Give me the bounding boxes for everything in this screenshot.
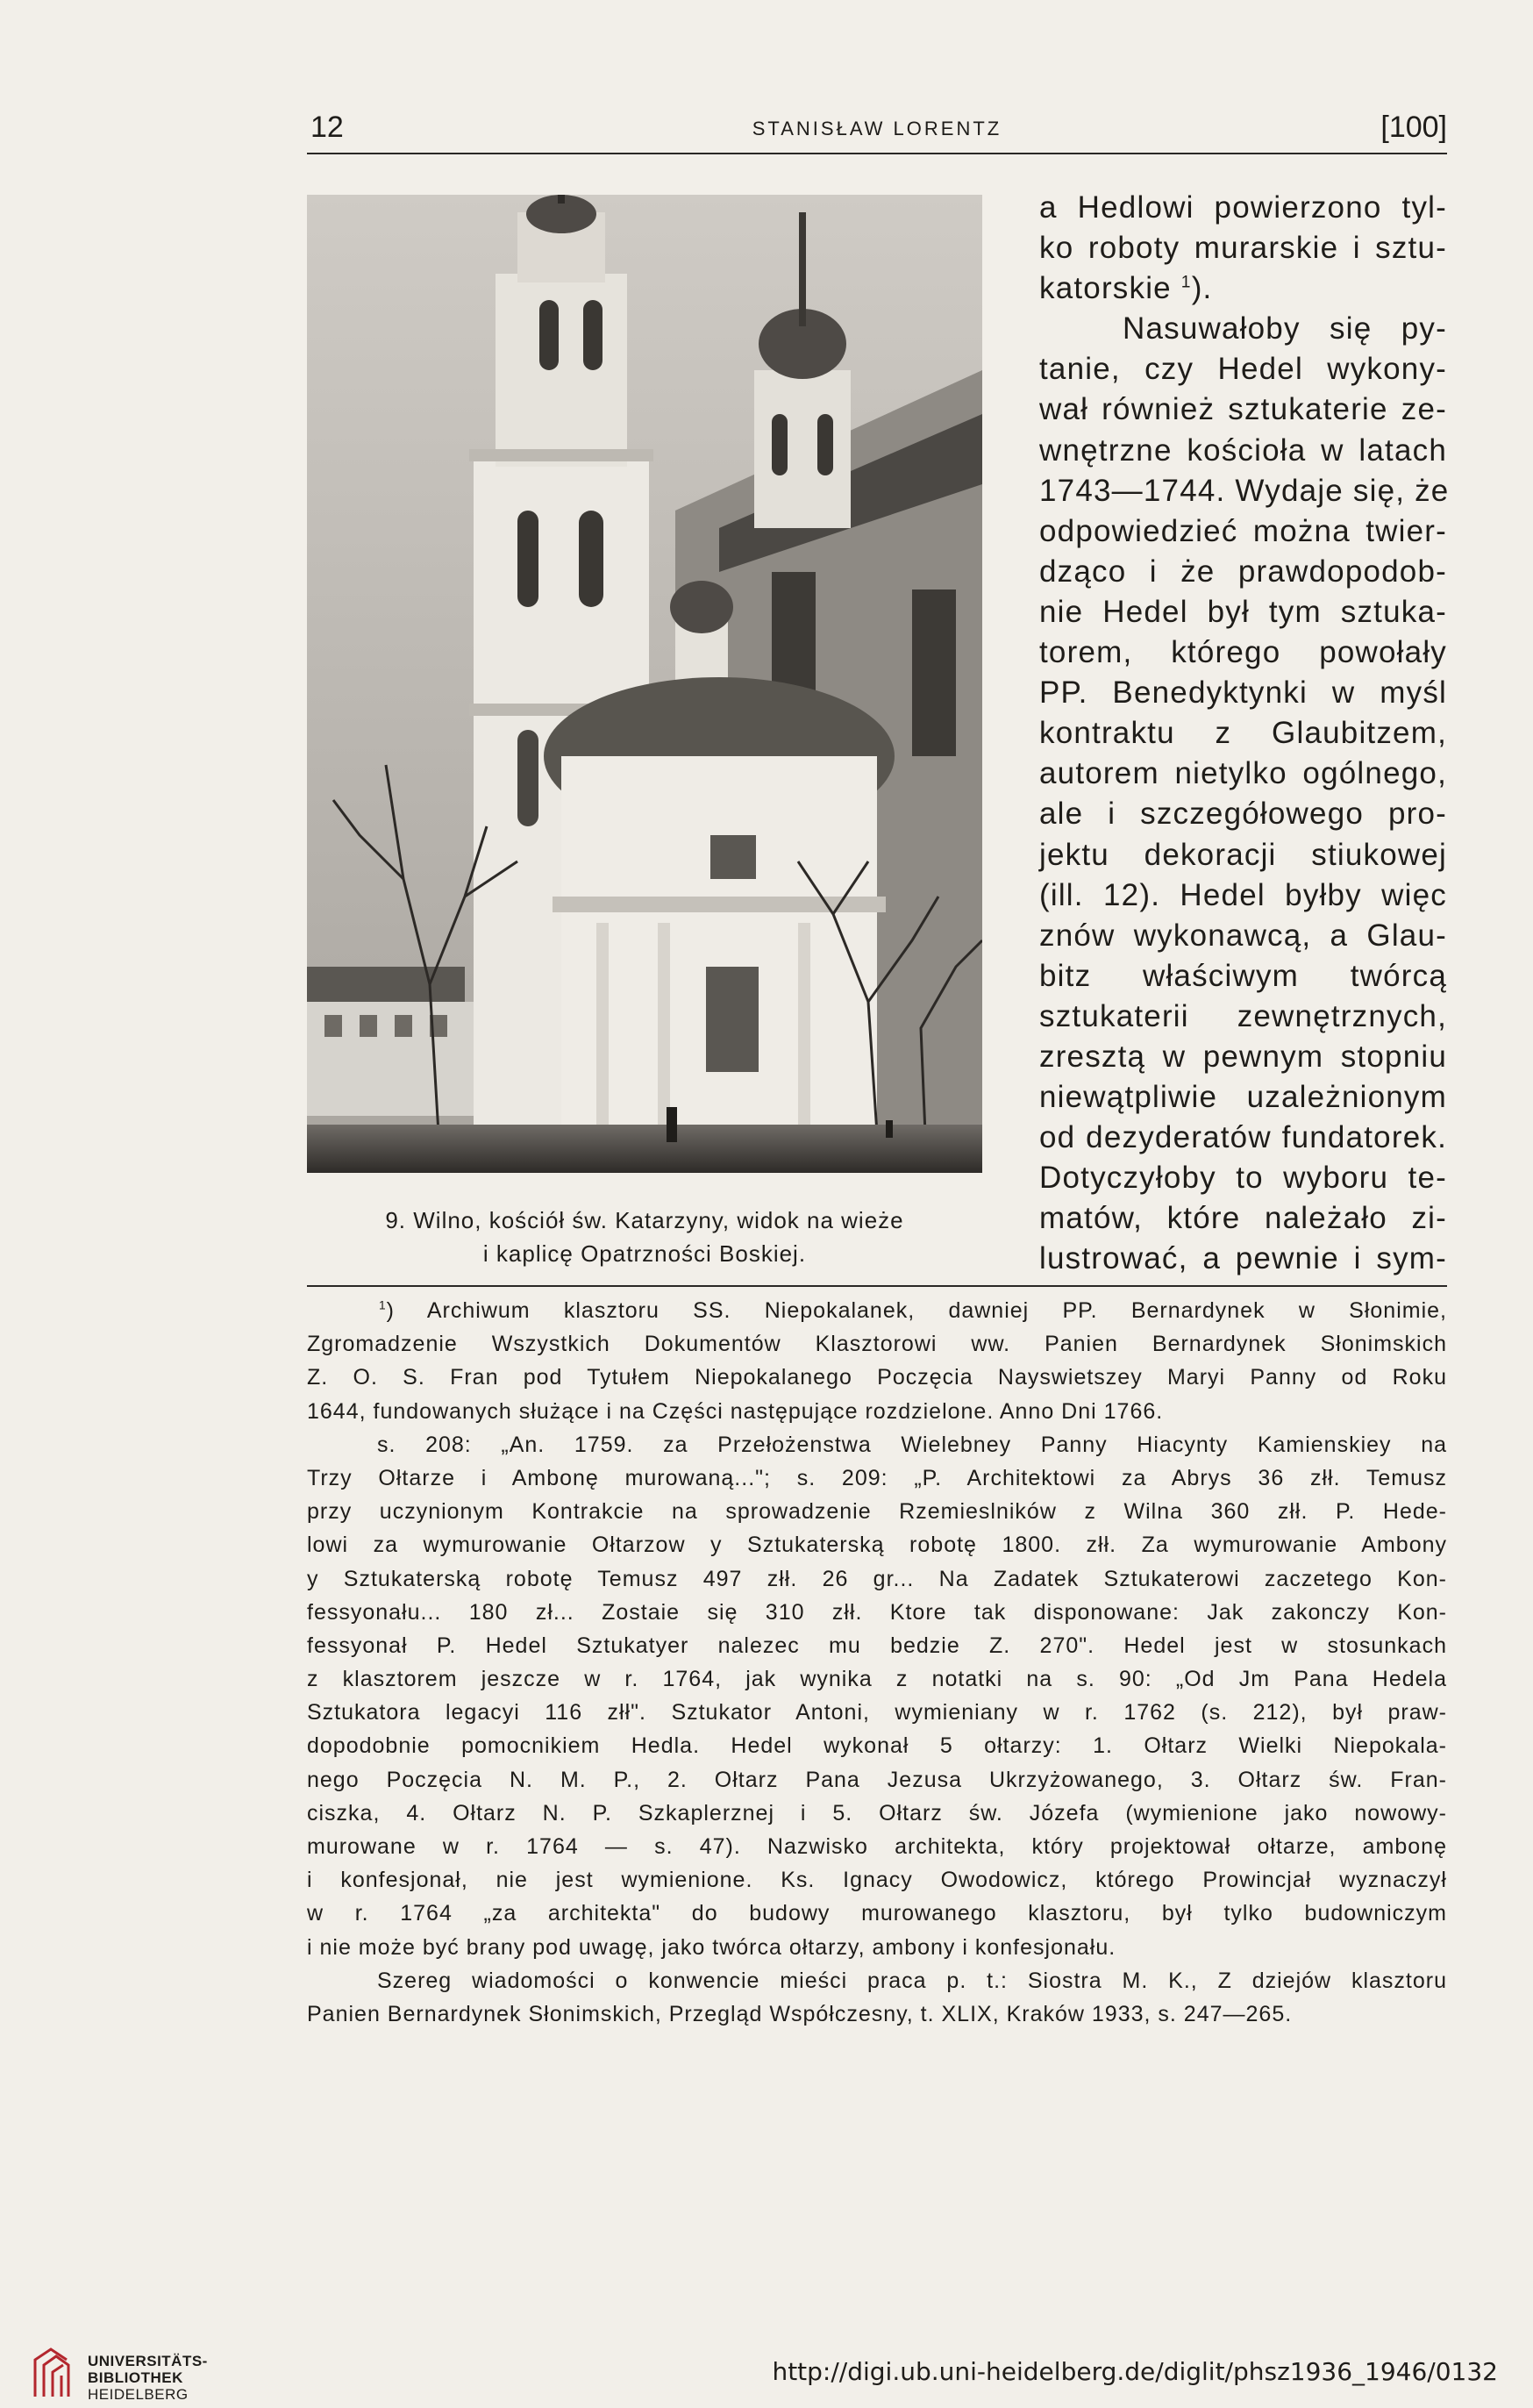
footnote-line: Trzy Ołtarze i Ambonę murowaną..."; s. 209: „P. Architektowi za Abrys 36 złł. Temusz [307,1465,1447,1490]
footnote-reference[interactable]: 1 [1180,273,1192,292]
footnote-text: ) Archiwum klasztoru SS. Niepokalanek, dawniej PP. Bernardynek w Słonimie, [386,1298,1447,1323]
text-line: zresztą w pewnym stopniu [1039,1039,1447,1074]
text-line: Dotyczyłoby to wyboru te- [1039,1161,1447,1196]
caption-line-1: 9. Wilno, kościół św. Katarzyny, widok na wieże [385,1207,904,1233]
text-line: Nasuwałoby się py- [1123,311,1447,347]
text-line: kontraktu z Glaubitzem, [1039,716,1447,751]
text-line-with-footnote [1039,268,1447,309]
library-name-line-1: UNIVERSITÄTS- [88,2353,208,2369]
text-line: 1743—1744. Wydaje się, że [1039,473,1450,508]
footnote-line: i konfesjonał, nie jest wymienione. Ks. Ignacy Owodowicz, którego Prowincjał wyznaczył [307,1868,1447,1893]
caption-line-2: i kaplicę Opatrzności Boskiej. [482,1240,807,1267]
digitization-footer [0,2333,1533,2408]
church-photo-drawing [307,195,982,1173]
footnote-line: dopodobnie pomocnikiem Hedla. Hedel wykonał 5 ołtarzy: 1. Ołtarz Wielki Niepokala- [307,1733,1447,1759]
text-line: katorskie [1039,271,1172,306]
footnote-line: fessyonał P. Hedel Sztukatyer nalezec mu bedzie Z. 270". Hedel jest w stosunkach [307,1633,1447,1658]
footnote-line: Szereg wiadomości o konwencie mieści praca p. t.: Siostra M. K., Z dziejów klasztoru [377,1968,1447,1993]
footnote-line: s. 208: „An. 1759. za Przełożenstwa Wielebney Panny Hiacynty Kamienskiey na [377,1432,1447,1457]
footnote-line: z klasztorem jeszcze w r. 1764, jak wynika z notatki na s. 90: „Od Jm Pana Hedela [307,1667,1447,1692]
text-line: ale i szczegółowego pro- [1039,797,1447,832]
text-line: nie Hedel był tym sztuka- [1039,594,1447,629]
footnote-divider [307,1285,1447,1287]
footnote-line-first [307,1294,1447,1327]
footnote-line: w r. 1764 „za architekta" do budowy murowanego klasztoru, był tylko budowniczym [307,1901,1447,1926]
text-line: wał również sztukaterie ze- [1039,392,1447,427]
text-line: PP. Benedyktynki w myśl [1039,675,1447,711]
text-line: od dezyderatów fundatorek. [1039,1120,1447,1155]
university-library-logo-icon [28,2344,86,2400]
footnote-line: fessyonału... 180 zł... Zostaie się 310 złł. Ktore tak disponowane: Jak zakonczy Kon- [307,1599,1447,1625]
sheet-number: [100] [1380,111,1447,144]
footnote-line: y Sztukaterską robotę Temusz 497 złł. 26 gr... Na Zadatek Sztukaterowi zaczetego Kon- [307,1566,1447,1591]
text-line: tanie, czy Hedel wykony- [1039,352,1447,387]
text-line: wnętrzne kościoła w latach [1039,432,1447,468]
library-name-line-2: BIBLIOTHEK [88,2369,183,2386]
figure-caption [307,1204,982,1270]
footnote-line: przy uczynionym Kontrakcie na sprowadzenie Rzemieslników z Wilna 360 złł. P. Hede- [307,1499,1447,1525]
footnotes [307,1294,1447,2031]
text-line: ko roboty murarskie i sztu- [1039,231,1447,266]
text-line: torem, którego powołały [1039,635,1447,670]
footnote-line: Z. O. S. Fran pod Tytułem Niepokalanego Poczęcia Nayswietszey Maryi Panny od Roku [307,1365,1447,1390]
text-line: jektu dekoracji stiukowej [1039,837,1447,872]
source-url-link[interactable]: http://digi.ub.uni-heidelberg.de/diglit/phsz1936_1946/0132 [772,2357,1498,2386]
footnote-line: 1644, fundowanych służące i na Części następujące rozdzielone. Anno Dni 1766. [307,1398,1164,1424]
text-line: a Hedlowi powierzono tyl- [1039,190,1447,225]
footnote-line: lowi za wymurowanie Ołtarzow y Sztukaterską robotę 1800. złł. Za wymurowanie Ambony [307,1533,1447,1558]
footnote-line: murowane w r. 1764 — s. 47). Nazwisko architekta, który projektował ołtarze, ambonę [307,1834,1447,1859]
text-line: bitz właściwym twórcą [1039,958,1447,993]
footnote-line: nego Poczęcia N. M. P., 2. Ołtarz Pana Jezusa Ukrzyżowanego, 3. Ołtarz św. Fran- [307,1767,1447,1792]
text-line: odpowiedzieć można twier- [1039,513,1447,548]
footnote-line: ciszka, 4. Ołtarz N. P. Szkaplerznej i 5. Ołtarz św. Józefa (wymienione jako nowowy- [307,1800,1447,1826]
footnote-line: Panien Bernardynek Słonimskich, Przegląd Współczesny, t. XLIX, Kraków 1933, s. 247—265. [307,2001,1293,2026]
text-line: sztukaterii zewnętrznych, [1039,998,1447,1033]
text-line: znów wykonawcą, a Glau- [1039,918,1447,953]
footnote-reference-suffix: ). [1191,271,1213,306]
library-name-line-3: HEIDELBERG [88,2386,189,2403]
footnote-line: Zgromadzenie Wszystkich Dokumentów Klasztorowi ww. Panien Bernardynek Słonimskich [307,1332,1447,1357]
text-line: lustrować, a pewnie i sym- [1039,1241,1447,1276]
footnote-line: Sztukatora legacyi 116 złł". Sztukator Antoni, wymieniany w r. 1762 (s. 212), był praw- [307,1700,1447,1726]
library-name [88,2353,208,2403]
footnote-line: i nie może być brany pod uwagę, jako twórca ołtarzy, ambony i konfesjonału. [307,1934,1116,1960]
body-text-column [1039,188,1450,1280]
page-number: 12 [310,111,344,144]
church-photo [307,195,982,1173]
running-head-author: STANISŁAW LORENTZ [752,118,1002,139]
text-line: autorem nietylko ogólnego, [1039,756,1447,791]
footnote-marker: 1 [379,1298,387,1312]
text-line: (ill. 12). Hedel byłby więc [1039,877,1447,912]
running-header [307,107,1447,154]
text-line: dząco i że prawdopodob- [1039,554,1447,589]
text-line: matów, które należało zi- [1039,1201,1447,1236]
text-line: niewątpliwie uzależnionym [1039,1080,1447,1115]
